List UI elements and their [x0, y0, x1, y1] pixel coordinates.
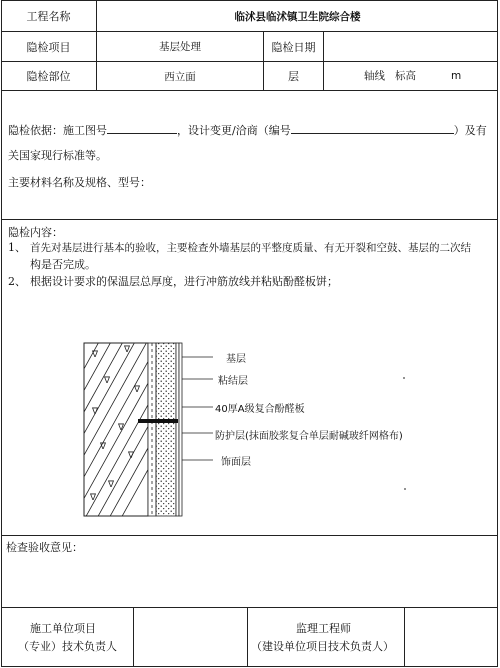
speck — [403, 377, 405, 379]
finish-layer — [179, 343, 182, 516]
location-value: 西立面 — [164, 70, 196, 83]
elevation-label: 标高 — [395, 70, 416, 82]
basis-suffix: ）及有 — [453, 124, 487, 137]
label-base: 基层 — [226, 354, 246, 365]
base-wall-hatch — [0, 340, 220, 520]
protect-layer — [176, 343, 179, 516]
item2-no: 2、 — [8, 275, 26, 288]
basis-line2: 关国家现行标准等。 — [8, 149, 107, 162]
sign-right-line2: （建设单位项目技术负责人） — [251, 640, 394, 653]
hatch-mark: ∇ — [124, 345, 131, 355]
hatch-mark: ∇ — [90, 493, 97, 503]
item-label: 隐检项目 — [26, 40, 71, 54]
opinion-label: 检查验收意见： — [6, 541, 83, 554]
hatch-mark: ∇ — [100, 442, 107, 452]
sign-left-line2: （专业）技术负责人 — [18, 640, 117, 653]
item2-line1: 根据设计要求的保温层总厚度，进行冲筋放线并粘贴酚醛板饼； — [30, 275, 338, 288]
hatch-mark: ∇ — [108, 480, 115, 490]
label-protect: 防护层(抹面胶浆复合单层耐碱玻纤网格布) — [215, 431, 403, 442]
materials-label: 主要材料名称及规格、型号： — [8, 176, 151, 189]
hatch-marks — [89, 345, 141, 503]
item-value: 基层处理 — [159, 41, 201, 53]
project-name-label: 工程名称 — [26, 10, 71, 23]
basis-prefix: 隐检依据：施工图号 — [8, 124, 107, 137]
label-board: 40厚A级复合酚醛板 — [215, 404, 305, 415]
base-wall — [84, 343, 148, 516]
hatch-mark: ∇ — [92, 350, 99, 360]
axis-label: 轴线 — [364, 70, 385, 82]
label-bond: 粘结层 — [218, 376, 248, 387]
board-layer — [156, 343, 176, 516]
item1-no: 1、 — [8, 241, 26, 254]
hatch-mark: ∇ — [128, 451, 135, 461]
floor-label: 层 — [288, 70, 299, 83]
hatch-mark: ∇ — [134, 385, 141, 395]
sign-right-line1: 监理工程师 — [296, 622, 351, 635]
date-label: 隐检日期 — [271, 40, 316, 54]
basis-mid: ，设计变更/洽商（编号 — [177, 124, 291, 137]
item1-line2: 构是否完成。 — [30, 258, 96, 271]
speck — [404, 488, 406, 490]
location-label: 隐检部位 — [26, 70, 71, 83]
anchor-bolt — [138, 419, 178, 423]
project-name-value: 临沭县临沭镇卫生院综合楼 — [234, 10, 361, 23]
label-finish: 饰面层 — [221, 457, 251, 468]
content-title: 隐检内容： — [8, 226, 63, 239]
hatch-mark: ∇ — [92, 407, 99, 417]
item1-line1: 首先对基层进行基本的验收，主要检查外墙基层的平整度质量、有无开裂和空鼓、基层的二次结 — [30, 242, 471, 254]
elevation-unit: m — [451, 70, 462, 82]
hatch-mark: ∇ — [104, 376, 111, 386]
hatch-mark: ∇ — [118, 423, 125, 433]
sign-left-line1: 施工单位项目 — [30, 622, 96, 635]
